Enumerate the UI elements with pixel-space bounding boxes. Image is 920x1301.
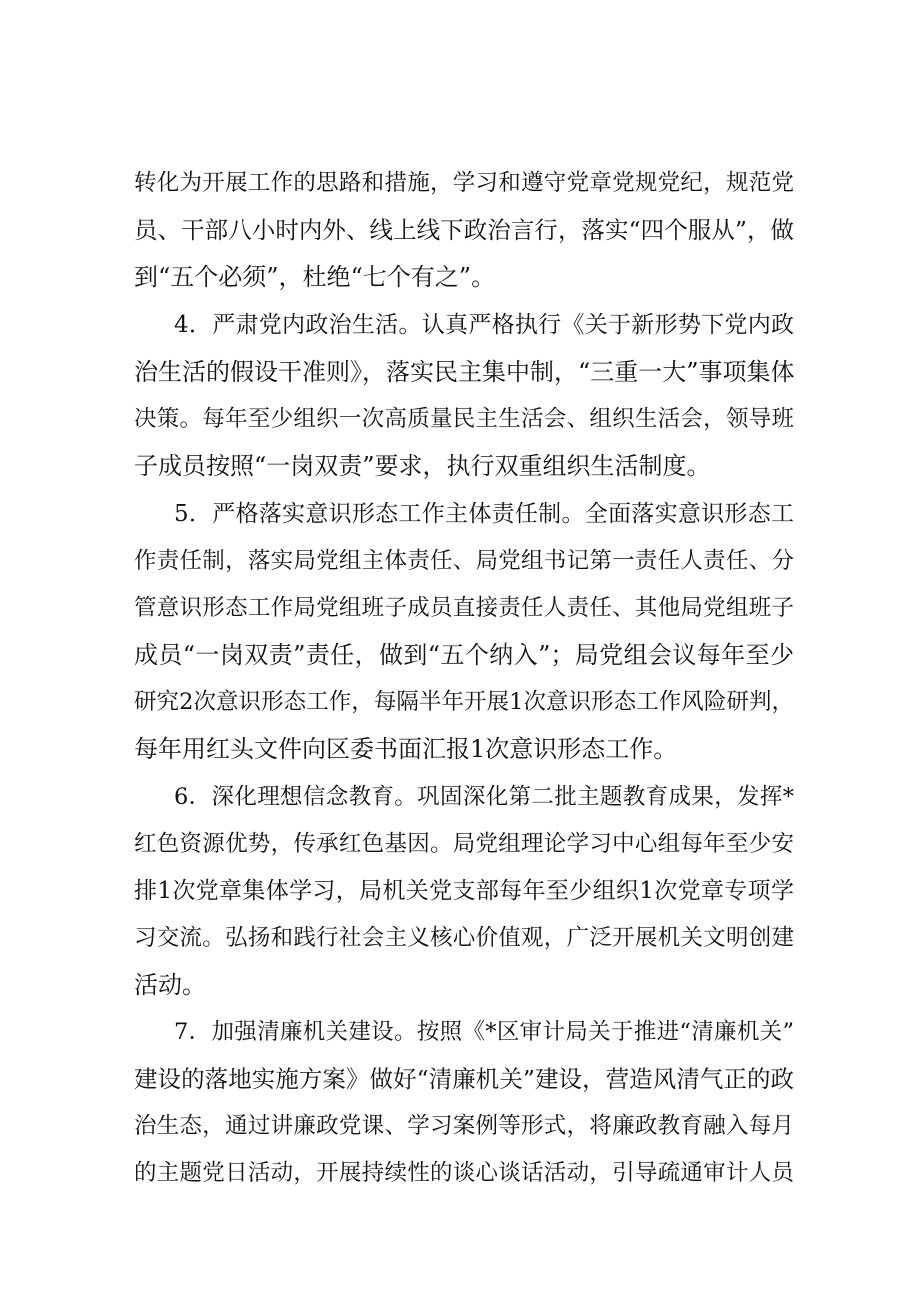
text-line: 5．严格落实意识形态工作主体责任制。全面落实意识形态工: [174, 501, 794, 527]
text-line: 员、干部八小时内外、线上线下政治言行，落实“四个服从”，做: [134, 216, 794, 244]
text-line: 活动。: [134, 971, 206, 999]
text-line: 建设的落地实施方案》做好“清廉机关”建设，营造风清气正的政: [134, 1065, 794, 1093]
text-line: 每年用红头文件向区委书面汇报1次意识形态工作。: [134, 735, 678, 763]
text-line: 转化为开展工作的思路和措施，学习和遵守党章党规党纪，规范党: [134, 170, 794, 196]
text-line: 研究2次意识形态工作，每隔半年开展1次意识形态工作风险研判，: [134, 689, 794, 715]
text-line: 管意识形态工作局党组班子成员直接责任人责任、其他局党组班子: [134, 595, 794, 621]
text-line: 治生态，通过讲廉政党课、学习案例等形式，将廉政教育融入每月: [134, 1113, 794, 1139]
text-line: 6．深化理想信念教育。巩固深化第二批主题教育成果，发挥*: [174, 784, 794, 810]
text-line: 成员“一岗双责”责任，做到“五个纳入”；局党组会议每年至少: [134, 641, 794, 669]
text-line: 作责任制，落实局党组主体责任、局党组书记第一责任人责任、分: [134, 548, 794, 574]
text-line: 到“五个必须”，杜绝“七个有之”。: [134, 263, 496, 291]
text-line: 4．严肃党内政治生活。认真严格执行《关于新形势下党内政: [174, 312, 794, 338]
text-line: 治生活的假设干准则》，落实民主集中制，“三重一大”事项集体: [134, 358, 795, 386]
text-line: 决策。每年至少组织一次高质量民主生活会、组织生活会，领导班: [134, 406, 794, 432]
text-line: 的主题党日活动，开展持续性的谈心谈话活动，引导疏通审计人员: [134, 1160, 794, 1186]
text-line: 子成员按照“一岗双责”要求，执行双重组织生活制度。: [134, 452, 711, 480]
text-line: 红色资源优势，传承红色基因。局党组理论学习中心组每年至少安: [134, 831, 794, 857]
text-line: 7．加强清廉机关建设。按照《*区审计局关于推进“清廉机关”: [174, 1019, 794, 1045]
text-line: 排1次党章集体学习，局机关党支部每年至少组织1次党章专项学: [134, 878, 794, 904]
text-line: 习交流。弘扬和践行社会主义核心价值观，广泛开展机关文明创建: [134, 925, 794, 951]
